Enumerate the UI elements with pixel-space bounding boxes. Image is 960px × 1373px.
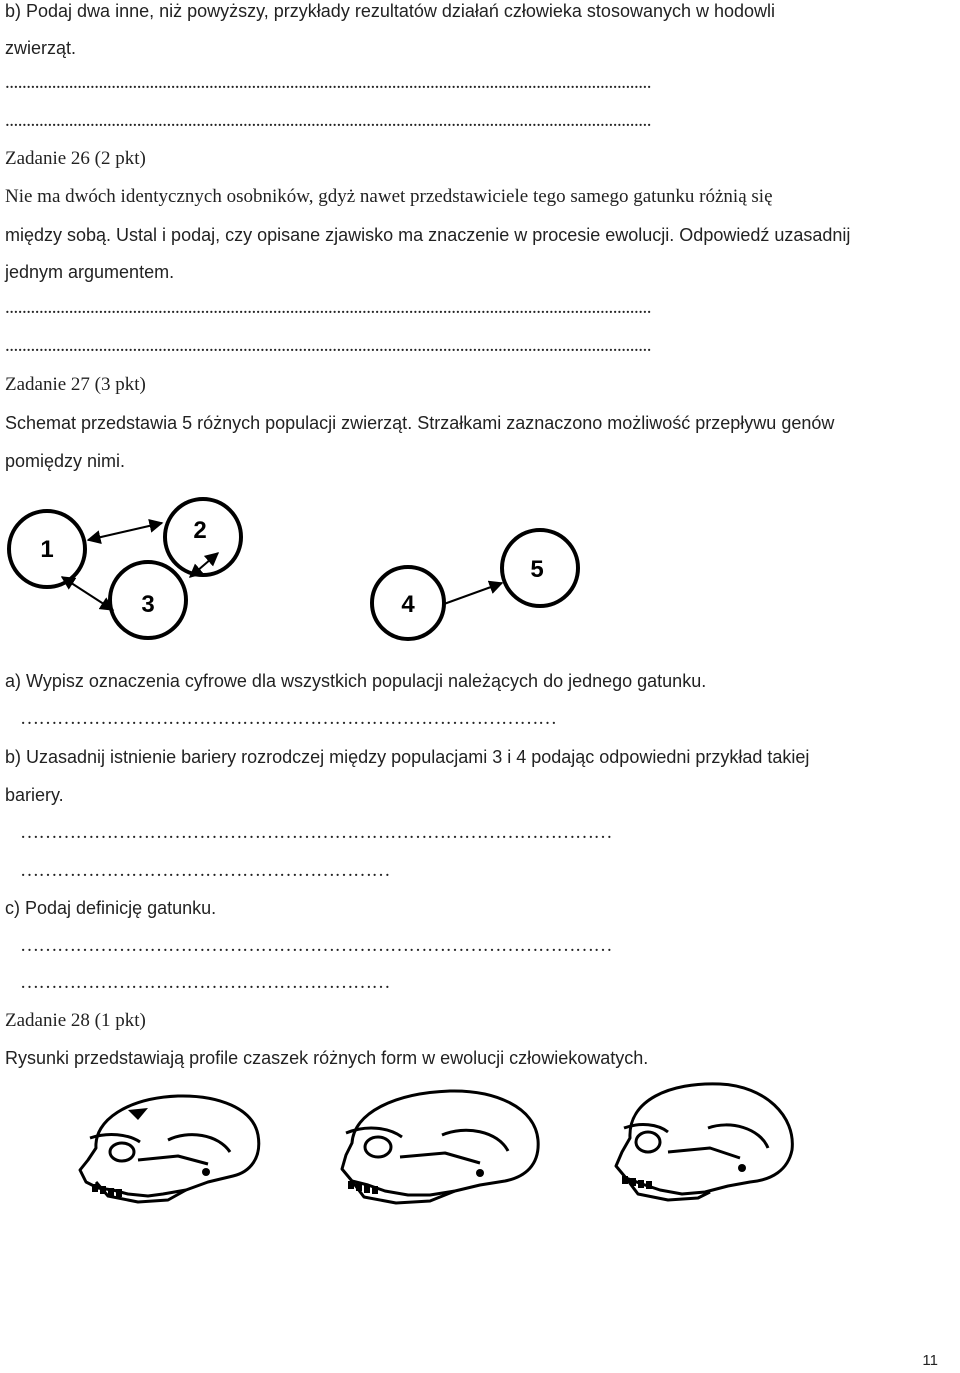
arrow-1-2 [88, 523, 162, 540]
q27-a: a) Wypisz oznaczenia cyfrowe dla wszystkich populacji należących do jednego gatunku. [5, 671, 707, 691]
node-label-2: 2 [193, 517, 207, 544]
page-number: 11 [922, 1352, 938, 1369]
answer-dots: …………………………………………………………………………………… [20, 822, 612, 843]
q26-line-1: Nie ma dwóch identycznych osobników, gdyż nawet przedstawiciele tego samego gatunku różnią się [5, 186, 773, 207]
skull-illustration-1 [68, 1090, 268, 1210]
node-label-5: 5 [530, 556, 544, 583]
q28-line-1: Rysunki przedstawiają profile czaszek różnych form w ewolucji człowiekowatych. [5, 1048, 649, 1068]
q27-b-line-1: b) Uzasadnij istnienie bariery rozrodczej między populacjami 3 i 4 podając odpowiedni przykład takiej [5, 747, 810, 767]
arrow-1-3 [62, 577, 113, 610]
q27-line-1: Schemat przedstawia 5 różnych populacji zwierząt. Strzałkami zaznaczono możliwość przepływu genów [5, 413, 835, 433]
answer-dots: …………………………………………………… [20, 860, 390, 881]
answer-dots: ........................................................................................................................................................ [5, 335, 651, 356]
q26-line-2: między sobą. Ustal i podaj, czy opisane zjawisko ma znaczenie w procesie ewolucji. Odpowiedź uzasadnij [5, 225, 851, 245]
q27-c: c) Podaj definicję gatunku. [5, 898, 217, 918]
answer-dots: …………………………………………………… [20, 972, 390, 993]
q27-b-line-2: bariery. [5, 785, 64, 805]
skull-illustration-3 [600, 1078, 800, 1208]
q26-line-3: jednym argumentem. [5, 262, 175, 282]
q27-heading: Zadanie 27 (3 pkt) [5, 374, 146, 395]
q25b-line-2: zwierząt. [5, 38, 77, 58]
node-label-3: 3 [141, 591, 155, 618]
q27-line-2: pomiędzy nimi. [5, 451, 126, 471]
q25b-line-1: b) Podaj dwa inne, niż powyższy, przykłady rezultatów działań człowieka stosowanych w hodowli [5, 1, 776, 21]
answer-dots: …………………………………………………………………………………… [20, 935, 612, 956]
arrow-4-5 [444, 583, 502, 604]
answer-dots: ........................................................................................................................................................ [5, 110, 651, 131]
answer-dots: ........................................................................................................................................................ [5, 297, 651, 318]
skull-illustration-2 [330, 1085, 545, 1210]
answer-dots: ........................................................................................................................................................ [5, 72, 651, 93]
q26-heading: Zadanie 26 (2 pkt) [5, 148, 146, 169]
answer-dots: …………………………………………………………………………… [20, 708, 557, 729]
population-diagram [0, 495, 600, 645]
node-label-4: 4 [401, 591, 415, 618]
q28-heading: Zadanie 28 (1 pkt) [5, 1010, 146, 1031]
node-label-1: 1 [40, 536, 54, 563]
